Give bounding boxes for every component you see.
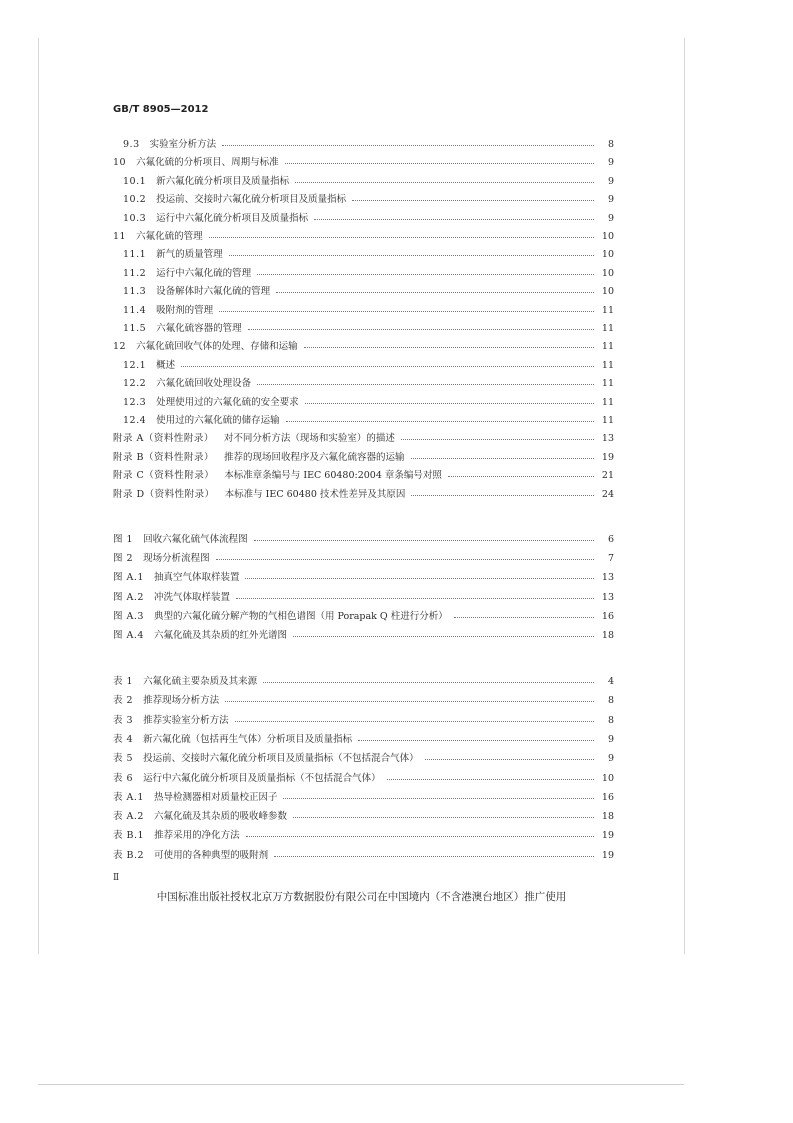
figure-entry[interactable]: [0, 532, 793, 548]
toc-entry-label: [113, 229, 203, 245]
table-entry-page: 16: [601, 791, 614, 803]
toc-entry-label: [123, 413, 280, 429]
table-entry-leader: [246, 836, 594, 837]
figure-entry-leader: [454, 617, 594, 618]
toc-entry-title: 新气的质量管理: [156, 249, 223, 261]
table-entry-page: 9: [607, 733, 614, 745]
toc-entry-title: 六氟化硫回收处理设备: [156, 378, 252, 390]
page-bottom-rule: [38, 1084, 684, 1085]
toc-entry[interactable]: [0, 431, 793, 447]
table-entry-page: 4: [607, 676, 614, 687]
table-entry-title: 新六氟化硫（包括再生气体）分析项目及质量指标: [143, 733, 353, 745]
toc-entry-leader: [181, 366, 594, 367]
toc-entry[interactable]: [0, 266, 793, 282]
toc-entry-leader: [304, 347, 594, 348]
toc-entry-label: [123, 284, 270, 300]
toc-entry-label: [123, 266, 251, 282]
toc-entry-page: 8: [607, 139, 614, 150]
table-entry-leader: [263, 682, 594, 683]
toc-entry[interactable]: [0, 487, 793, 503]
toc-entry-leader: [285, 163, 594, 164]
figure-entry-leader: [216, 559, 594, 560]
toc-entry-label: [123, 395, 299, 411]
table-entry[interactable]: [0, 674, 793, 690]
toc-entry-leader: [257, 384, 594, 385]
figure-entry[interactable]: [0, 551, 793, 567]
toc-entry-leader: [286, 421, 594, 422]
figure-entry[interactable]: [0, 609, 793, 625]
toc-entry-title: 吸附剂的管理: [156, 304, 214, 316]
toc-entry-title: 六氟化硫回收气体的处理、存储和运输: [136, 341, 298, 353]
toc-entry[interactable]: [0, 321, 793, 337]
toc-entry-leader: [222, 145, 594, 146]
table-entry-label: [113, 790, 277, 806]
table-entry-number: 表 B.1: [113, 830, 145, 842]
table-entry[interactable]: [0, 693, 793, 709]
figure-entry-leader: [245, 578, 594, 579]
table-entry-label: [113, 674, 257, 690]
toc-entry-page: 10: [601, 249, 614, 261]
toc-entry-label: [123, 192, 346, 208]
toc-entry-page: 11: [601, 415, 614, 426]
toc-entry-label: [113, 155, 279, 171]
toc-entry-number: 9.3: [123, 139, 140, 150]
table-entry-leader: [425, 759, 594, 760]
table-entry-page: 8: [607, 695, 614, 707]
toc-entry[interactable]: [0, 284, 793, 300]
toc-entry-leader: [411, 458, 594, 459]
toc-entry-number: 附录 B（资料性附录）: [113, 451, 215, 463]
toc-entry-number: 12.2: [123, 378, 147, 390]
toc-entry-page: 9: [607, 175, 614, 187]
table-entry-number: 表 B.2: [113, 849, 145, 861]
toc-entry-page: 10: [601, 267, 614, 279]
table-entry-number: 表 4: [113, 733, 134, 745]
toc-entry-leader: [352, 200, 594, 201]
table-entry-title: 可使用的各种典型的吸附剂: [154, 849, 269, 861]
table-entry-number: 表 6: [113, 772, 134, 784]
toc-entry[interactable]: [0, 137, 793, 153]
table-entry-label: [113, 771, 381, 787]
table-entry-number: 表 A.2: [113, 811, 144, 823]
figure-entry-label: [113, 609, 448, 625]
toc-entry-title: 设备解体时六氟化硫的管理: [156, 286, 271, 298]
figure-entry-page: 6: [607, 534, 614, 545]
toc-entry-label: [123, 174, 289, 190]
table-entry-leader: [283, 798, 594, 799]
table-entry-label: [113, 751, 419, 767]
figure-entry-page: 13: [601, 572, 614, 584]
table-entry[interactable]: [0, 828, 793, 844]
figure-entry[interactable]: [0, 628, 793, 644]
toc-entry-label: [123, 321, 242, 337]
toc-entry-title: 处理使用过的六氟化硫的安全要求: [156, 396, 299, 408]
toc-entry[interactable]: [0, 155, 793, 171]
toc-entry-leader: [448, 476, 594, 477]
toc-entry-title: 使用过的六氟化硫的储存运输: [156, 415, 280, 426]
toc-entry-number: 10.2: [123, 194, 147, 206]
table-entry-leader: [274, 856, 594, 857]
toc-entry-label: [123, 247, 223, 263]
figure-entry-number: 图 A.2: [113, 591, 144, 603]
toc-entry-number: 10: [113, 157, 127, 169]
toc-entry-leader: [401, 439, 594, 440]
figure-entry-label: [113, 570, 239, 586]
toc-entry-page: 10: [601, 286, 614, 298]
table-entry-number: 表 1: [113, 676, 134, 687]
toc-entry-title: 本标准章条编号与 IEC 60480:2004 章条编号对照: [224, 470, 442, 482]
toc-entry-number: 11.1: [123, 249, 147, 261]
toc-entry-label: [123, 358, 175, 374]
table-entry-title: 推荐采用的净化方法: [154, 830, 240, 842]
table-entry-label: [113, 848, 268, 864]
toc-entry-number: 11.3: [123, 286, 147, 298]
table-entry-leader: [235, 721, 594, 722]
toc-entry-label: [113, 450, 405, 466]
figure-entry-number: 图 A.1: [113, 572, 144, 584]
table-entry-label: [113, 693, 219, 709]
toc-entry-leader: [411, 495, 594, 496]
toc-entry-title: 六氟化硫的分析项目、周期与标准: [136, 157, 279, 169]
toc-entry-title: 运行中六氟化硫的管理: [156, 267, 252, 279]
toc-entry-leader: [248, 329, 594, 330]
table-entry[interactable]: [0, 790, 793, 806]
table-entry-leader: [387, 779, 594, 780]
toc-entry-page: 13: [601, 433, 614, 445]
toc-entry-page: 9: [607, 194, 614, 206]
table-entry-number: 表 3: [113, 714, 134, 726]
toc-entry-label: [123, 211, 308, 227]
table-entry-page: 8: [607, 714, 614, 726]
toc-entry-page: 9: [607, 157, 614, 169]
standard-code: GB/T 8905—2012: [113, 104, 209, 115]
toc-entry-page: 21: [601, 470, 614, 482]
toc-entry-label: [123, 137, 216, 153]
toc-entry-title: 投运前、交接时六氟化硫分析项目及质量指标: [156, 194, 347, 206]
toc-entry-leader: [314, 219, 594, 220]
toc-entry-page: 24: [601, 488, 614, 500]
figure-entry-title: 典型的六氟化硫分解产物的气相色谱图（用 Porapak Q 柱进行分析）: [153, 610, 448, 622]
toc-entry-title: 六氟化硫容器的管理: [156, 323, 242, 334]
table-entry-label: [113, 828, 240, 844]
toc-entry-title: 运行中六氟化硫分析项目及质量指标: [156, 212, 309, 224]
figure-entry-page: 16: [601, 610, 614, 622]
page-number: Ⅱ: [113, 873, 120, 883]
table-entry-title: 推荐现场分析方法: [143, 695, 220, 707]
figure-entry-label: [113, 532, 248, 548]
toc-entry-label: [123, 376, 251, 392]
toc-entry-label: [113, 487, 405, 503]
toc-entry-number: 12.4: [123, 415, 147, 426]
toc-entry[interactable]: [0, 229, 793, 245]
toc-entry-title: 概述: [156, 359, 176, 371]
table-entry-title: 运行中六氟化硫分析项目及质量指标（不包括混合气体）: [143, 772, 381, 784]
figure-entry[interactable]: [0, 570, 793, 586]
toc-entry-number: 附录 D（资料性附录）: [113, 488, 215, 500]
toc-entry[interactable]: [0, 211, 793, 227]
table-entry-leader: [358, 740, 594, 741]
toc-entry[interactable]: [0, 247, 793, 263]
table-entry-label: [113, 713, 229, 729]
toc-entry-number: 11.5: [123, 323, 147, 334]
table-entry-title: 六氟化硫及其杂质的吸收峰参数: [153, 811, 287, 823]
toc-entry-number: 附录 C（资料性附录）: [113, 470, 215, 482]
toc-entry-number: 12: [113, 341, 127, 353]
toc-entry[interactable]: [0, 413, 793, 429]
figure-entry-title: 六氟化硫及其杂质的红外光谱图: [153, 630, 287, 641]
toc-entry-label: [113, 431, 395, 447]
toc-entry-page: 11: [601, 341, 614, 353]
toc-entry-label: [113, 468, 442, 484]
table-entry-page: 19: [601, 849, 614, 861]
toc-entry-number: 附录 A（资料性附录）: [113, 433, 214, 445]
toc-entry[interactable]: [0, 339, 793, 355]
toc-entry[interactable]: [0, 174, 793, 190]
toc-entry-page: 19: [601, 451, 614, 463]
figure-entry-leader: [254, 540, 594, 541]
figure-entry-page: 13: [601, 591, 614, 603]
figure-entry-number: 图 A.4: [113, 630, 144, 641]
table-entry-label: [113, 809, 287, 825]
figure-entry-number: 图 A.3: [113, 610, 144, 622]
table-entry-title: 热导检测器相对质量校正因子: [153, 791, 278, 803]
figure-entry-number: 图 1: [113, 534, 134, 545]
table-entry-number: 表 5: [113, 753, 134, 765]
table-entry-page: 18: [601, 811, 614, 823]
toc-entry-number: 11: [113, 231, 127, 242]
figure-entry-leader: [293, 636, 594, 637]
toc-entry-page: 11: [601, 359, 614, 371]
toc-entry-number: 11.2: [123, 267, 147, 279]
figure-entry-title: 冲洗气体取样装置: [153, 591, 230, 603]
toc-entry-label: [113, 339, 298, 355]
toc-entry-leader: [305, 403, 594, 404]
figure-entry-label: [113, 628, 287, 644]
toc-entry-leader: [209, 237, 594, 238]
toc-entry-number: 10.1: [123, 175, 147, 187]
toc-entry[interactable]: [0, 358, 793, 374]
table-entry-title: 推荐实验室分析方法: [143, 714, 229, 726]
toc-entry-leader: [219, 311, 594, 312]
toc-entry-leader: [229, 255, 594, 256]
figure-entry-label: [113, 590, 230, 606]
table-entry-title: 投运前、交接时六氟化硫分析项目及质量指标（不包括混合气体）: [143, 753, 419, 765]
toc-entry-number: 12.1: [123, 359, 147, 371]
table-entry[interactable]: [0, 732, 793, 748]
toc-entry-title: 本标准与 IEC 60480 技术性差异及其原因: [224, 488, 406, 500]
toc-entry-title: 新六氟化硫分析项目及质量指标: [156, 175, 290, 187]
toc-entry-page: 11: [601, 396, 614, 408]
table-entry[interactable]: [0, 713, 793, 729]
toc-entry[interactable]: [0, 395, 793, 411]
figure-entry-label: [113, 551, 210, 567]
toc-entry-leader: [276, 292, 594, 293]
toc-entry-page: 11: [601, 323, 614, 334]
figure-entry-page: 7: [607, 553, 614, 565]
table-entry-page: 9: [607, 753, 614, 765]
table-entry[interactable]: [0, 809, 793, 825]
figure-entry[interactable]: [0, 590, 793, 606]
table-entry-leader: [293, 817, 594, 818]
toc-entry-page: 10: [601, 231, 614, 242]
toc-entry-number: 12.3: [123, 396, 147, 408]
figure-entry-title: 回收六氟化硫气体流程图: [143, 534, 248, 545]
toc-entry[interactable]: [0, 303, 793, 319]
toc-entry-leader: [257, 274, 594, 275]
toc-entry-page: 11: [601, 304, 614, 316]
toc-entry-label: [123, 303, 213, 319]
toc-entry[interactable]: [0, 468, 793, 484]
table-entry[interactable]: [0, 848, 793, 864]
table-entry-page: 19: [601, 830, 614, 842]
toc-entry-number: 11.4: [123, 304, 147, 316]
table-entry[interactable]: [0, 751, 793, 767]
toc-entry-title: 六氟化硫的管理: [136, 231, 203, 242]
toc-entry-leader: [295, 182, 594, 183]
toc-entry-title: 实验室分析方法: [149, 139, 217, 150]
table-entry-leader: [225, 701, 594, 702]
figure-entry-title: 抽真空气体取样装置: [153, 572, 240, 584]
toc-entry-page: 9: [607, 212, 614, 224]
table-entry-title: 六氟化硫主要杂质及其来源: [143, 676, 258, 687]
toc-entry-title: 对不同分析方法（现场和实验室）的描述: [223, 433, 395, 445]
toc-entry[interactable]: [0, 192, 793, 208]
table-entry-label: [113, 732, 352, 748]
toc-entry-title: 推荐的现场回收程序及六氟化硫容器的运输: [224, 451, 405, 463]
table-entry-number: 表 2: [113, 695, 134, 707]
toc-entry[interactable]: [0, 450, 793, 466]
figure-entry-page: 18: [601, 630, 614, 641]
toc-entry-page: 11: [601, 378, 614, 390]
figure-entry-number: 图 2: [113, 553, 134, 565]
table-entry-page: 10: [601, 772, 614, 784]
copyright-notice: 中国标准出版社授权北京万方数据股份有限公司在中国境内（不含港澳台地区）推广使用: [156, 891, 567, 903]
figure-entry-title: 现场分析流程图: [143, 553, 210, 565]
table-entry-number: 表 A.1: [113, 791, 144, 803]
figure-entry-leader: [236, 598, 594, 599]
toc-entry[interactable]: [0, 376, 793, 392]
toc-entry-number: 10.3: [123, 212, 147, 224]
table-entry[interactable]: [0, 771, 793, 787]
